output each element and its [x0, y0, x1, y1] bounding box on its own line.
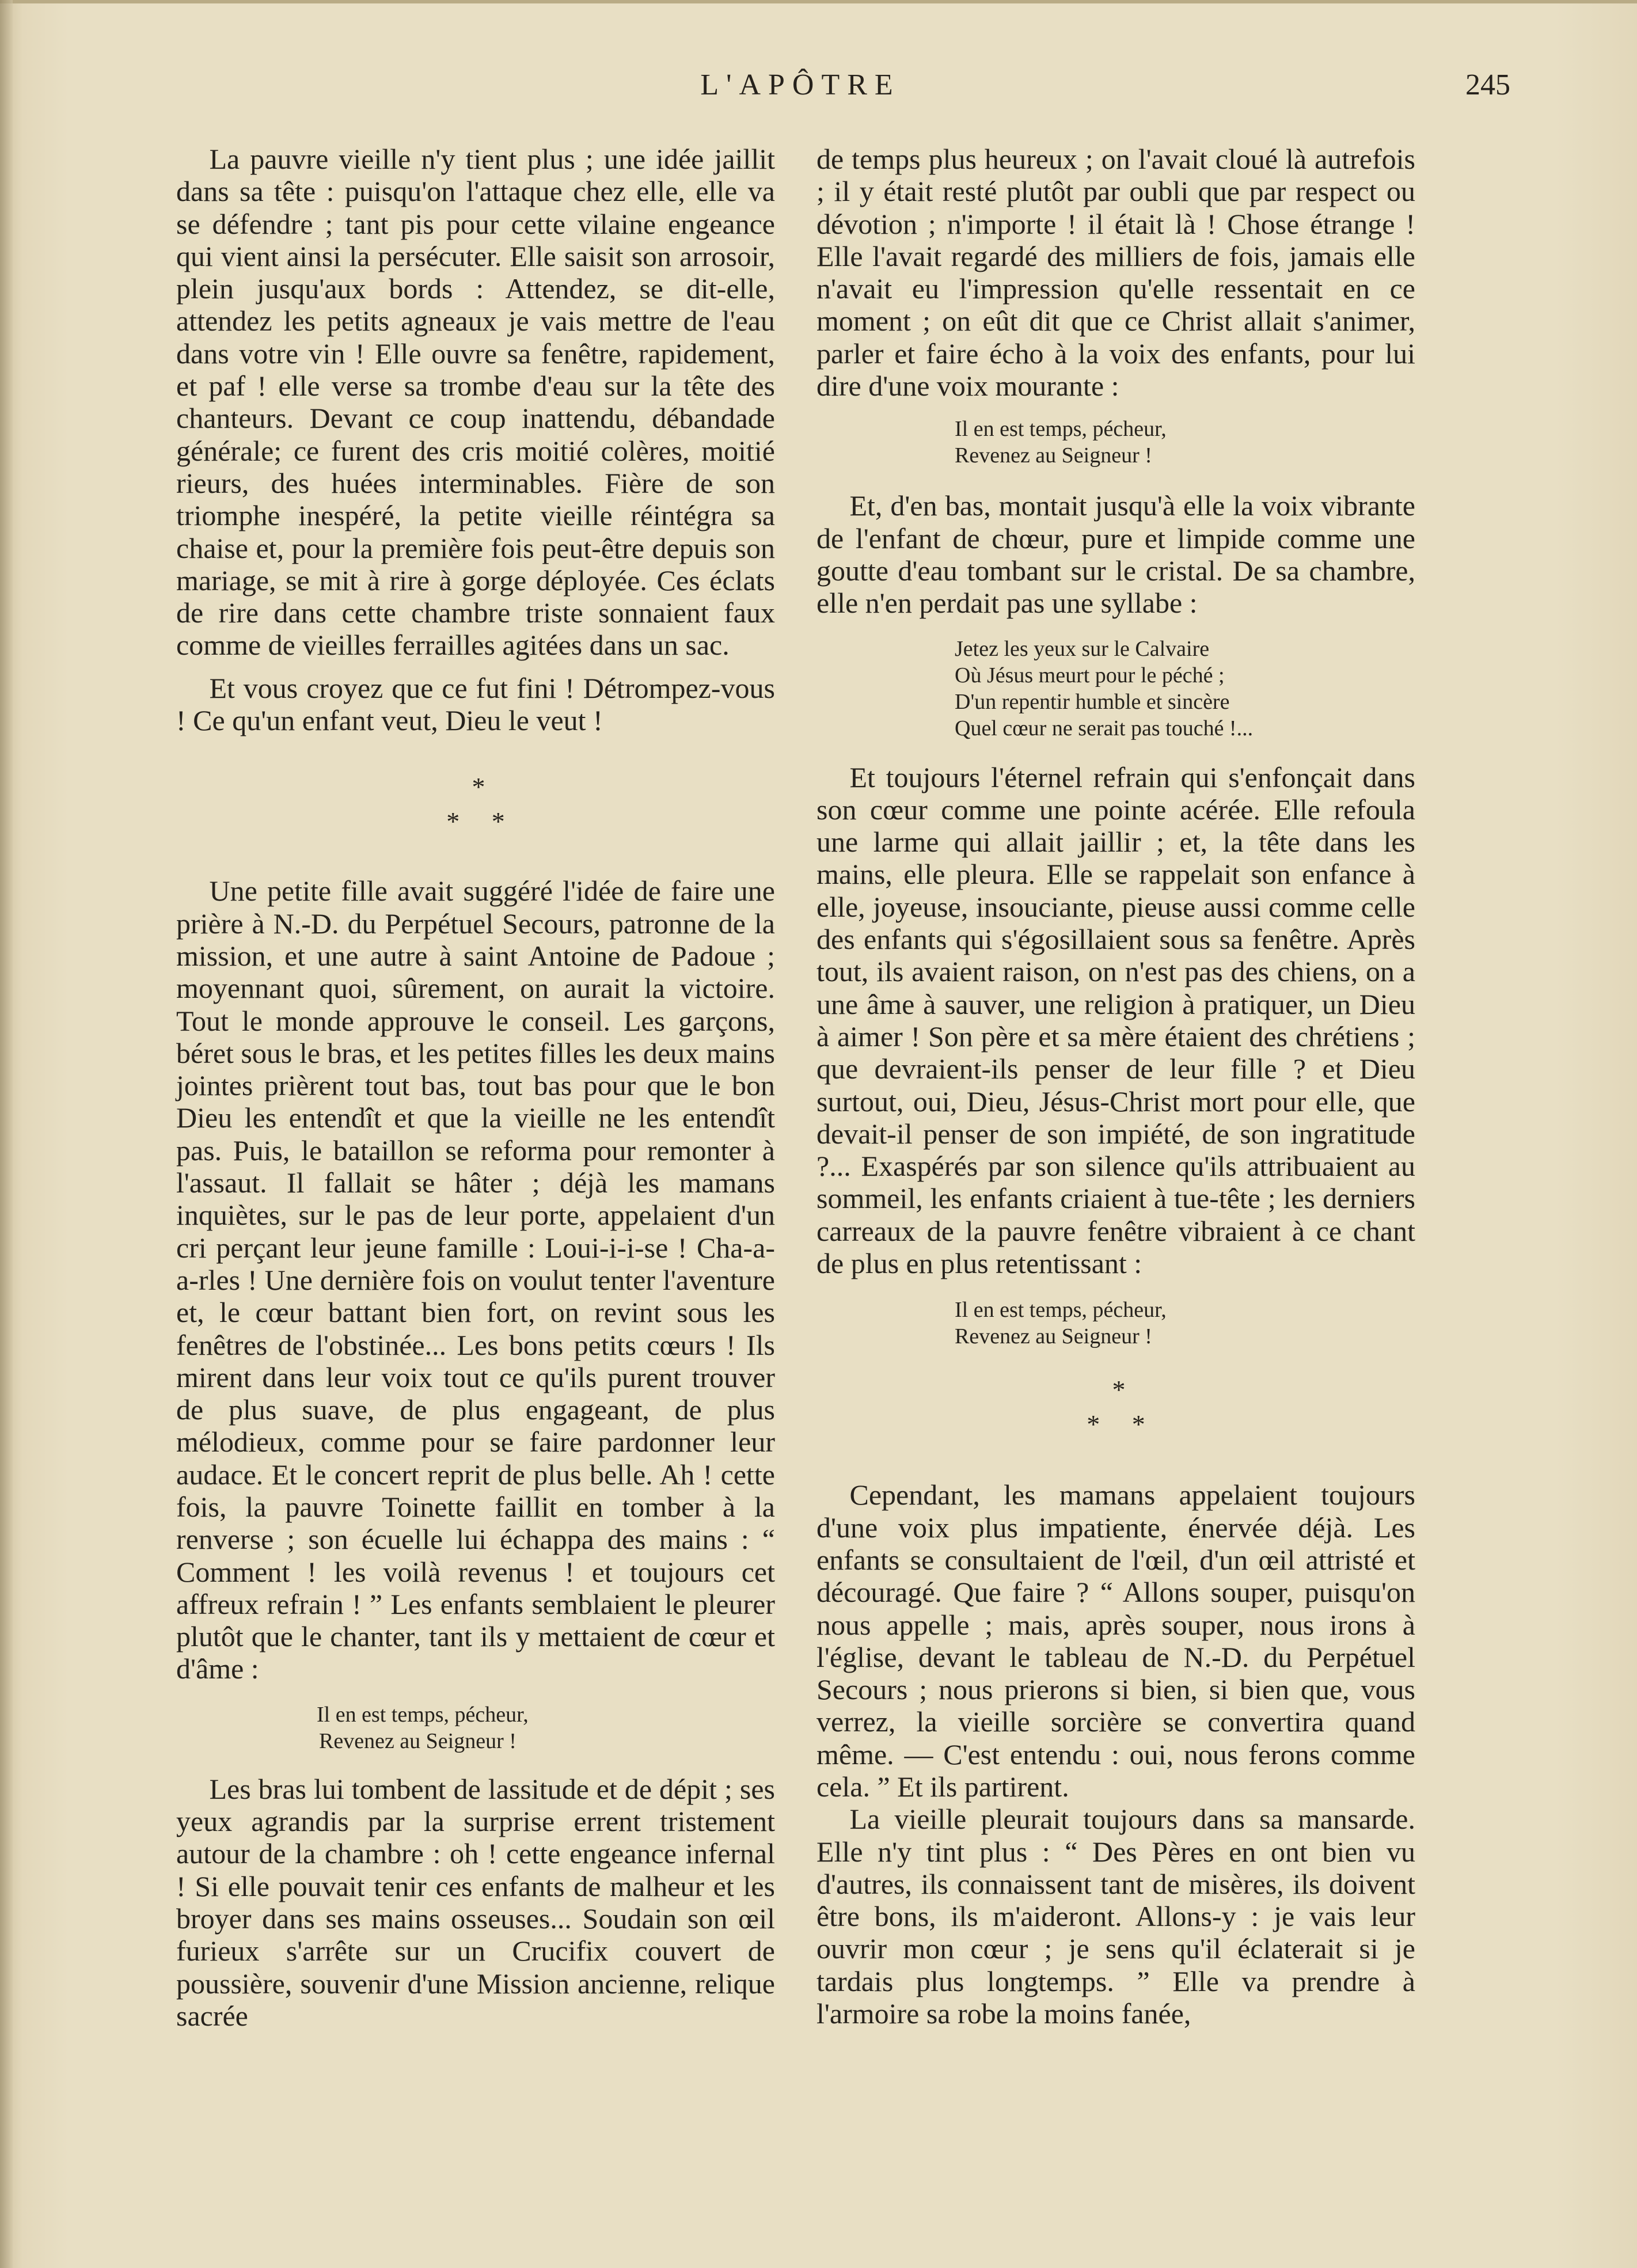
paragraph: Les bras lui tombent de lassitude et de dépit ; ses yeux agrandis par la surprise errent tristement autour de la chambre : oh ! cette engeance infernal ! Si elle pouvait tenir ces enfants de malheur et les broyer dans ses mains osseuses... Soudain son œil furieux s'arrête sur un Crucifix couvert de poussière, souvenir d'une Mission ancienne, relique sacrée — [176, 1772, 775, 2032]
paragraph: Et toujours l'éternel refrain qui s'enfonçait dans son cœur comme une pointe acérée. Elle refoula une larme qui allait jaillir ; et, la tête dans les mains, elle pleura. Elle se rappelait son enfance à elle, joyeuse, insouciante, pieuse aussi comme celle des enfants qui s'égosillaient sous sa fenêtre. Après tout, ils avaient raison, on n'est pas des chiens, on a une âme à sauver, une religion à pratiquer, un Dieu à aimer ! Son père et sa mère étaient des chrétiens ; que devraient-ils penser de leur fille ? et Dieu surtout, oui, Dieu, Jésus-Christ mort pour elle, que devait-il penser de son impiété, de son ingratitude ?... Exaspérés par son silence qu'ils attribuaient au sommeil, les enfants criaient à tue-tête ; les derniers carreaux de la pauvre fenêtre vibraient à ce chant de plus en plus retentissant : — [816, 761, 1415, 1280]
verse-line: Quel cœur ne serait pas touché !... — [955, 716, 1254, 740]
verse-line: Il en est temps, pécheur, — [317, 1702, 529, 1727]
verse — [816, 1297, 1415, 1350]
verse-line: Revenez au Seigneur ! — [319, 1728, 516, 1753]
left-column — [176, 143, 775, 2032]
page-top-edge — [0, 0, 1637, 3]
verse-line: Revenez au Seigneur ! — [955, 443, 1152, 468]
section-break-stars — [176, 770, 775, 839]
paragraph: La pauvre vieille n'y tient plus ; une idée jaillit dans sa tête : puisqu'on l'attaque chez elle, elle va se défendre ; tant pis pour cette vilaine engeance qui vient ainsi la persécuter. Elle saisit son arrosoir, plein jusqu'aux bords : Attendez, se dit-elle, attendez les petits agneaux je vais mettre de l'eau dans votre vin ! Elle ouvre sa fenêtre, rapidement, et paf ! elle verse sa trombe d'eau sur la tête des chanteurs. Devant ce coup inattendu, débandade générale; ce furent des cris moitié colères, moitié rieurs, des huées interminables. Fière de son triomphe inespéré, la petite vieille réintégra sa chaise et, pour la première fois peut-être depuis son mariage, se mit à rire à gorge déployée. Ces éclats de rire dans cette chambre triste sonnaient faux comme de vieilles ferrailles agitées dans un sac. — [176, 143, 775, 662]
verse-line: Il en est temps, pécheur, — [955, 417, 1167, 442]
verse-line: Revenez au Seigneur ! — [955, 1324, 1152, 1349]
verse — [816, 636, 1415, 742]
star-line: * — [1112, 1375, 1126, 1405]
star-line: * — [472, 772, 485, 802]
verse-line: Jetez les yeux sur le Calvaire — [955, 636, 1210, 661]
right-column — [816, 143, 1415, 2030]
paragraph: La vieille pleurait toujours dans sa mansarde. Elle n'y tint plus : “ Des Pères en ont bien vu d'autres, ils connaissent tant de misères, ils doivent être bons, ils m'aideront. Allons-y : je vais leur ouvrir mon cœur ; je sens qu'il éclaterait si je tardais plus longtemps. ” Elle va prendre à l'armoire sa robe la moins fanée, — [816, 1803, 1415, 2030]
verse-line: Il en est temps, pécheur, — [955, 1298, 1167, 1323]
section-break-stars — [816, 1373, 1415, 1442]
paragraph: Cependant, les mamans appelaient toujours d'une voix plus impatiente, énervée déjà. Les enfants se consultaient de l'œil, d'un œil attristé et découragé. Que faire ? “ Allons souper, puisqu'on nous appelle ; mais, après souper, nous irons à l'église, devant le tableau de N.-D. du Perpétuel Secours ; nous prierons si bien, si bien que, vous verrez, la vieille sorcière se convertira quand même. — C'est entendu : oui, nous ferons comme cela. ” Et ils partirent. — [816, 1479, 1415, 1803]
verse — [176, 1701, 775, 1754]
paragraph: Et, d'en bas, montait jusqu'à elle la voix vibrante de l'enfant de chœur, pure et limpide comme une goutte d'eau tombant sur le cristal. De sa chambre, elle n'en perdait pas une syllabe : — [816, 489, 1415, 620]
verse — [816, 416, 1415, 469]
paragraph: de temps plus heureux ; on l'avait cloué là autrefois ; il y était resté plutôt par oubli que par respect ou dévotion ; n'importe ! il était là ! Chose étrange ! Elle l'avait regardé des milliers de fois, jamais elle n'avait eu l'impression qu'elle ressentait en ce moment ; on eût dit que ce Christ allait s'animer, parler et faire écho à la voix des enfants, pour lui dire d'une voix mourante : — [816, 143, 1415, 402]
verse-line: D'un repentir humble et sincère — [955, 689, 1230, 714]
star-line: * * — [446, 807, 518, 837]
running-title: L'APÔTRE — [700, 69, 901, 101]
paragraph: Et vous croyez que ce fut fini ! Détrompez-vous ! Ce qu'un enfant veut, Dieu le veut ! — [176, 671, 775, 737]
verse-line: Où Jésus meurt pour le péché ; — [955, 663, 1225, 687]
paragraph: Une petite fille avait suggéré l'idée de faire une prière à N.-D. du Perpétuel Secours, patronne de la mission, et une autre à saint Antoine de Padoue ; moyennant quoi, sûrement, on aurait la victoire. Tout le monde approuve le conseil. Les garçons, béret sous le bras, et les petites filles les deux mains jointes prièrent tout bas, tout bas pour que le bon Dieu les entendît et que la vieille ne les entendît pas. Puis, le bataillon se reforma pour remonter à l'assaut. Il fallait se hâter ; déjà les mamans inquiètes, sur le pas de leur porte, appelaient d'un cri perçant leur jeune famille : Loui-i-i-se ! Cha-a-a-rles ! Une dernière fois on voulut tenter l'aventure et, le cœur battant bien fort, on revint sous les fenêtres de l'obstinée... Les bons petits cœurs ! Ils mirent dans leur voix tout ce qu'ils purent trouver de plus suave, de plus engageant, de plus mélodieux, comme pour se faire pardonner leur audace. Et le concert reprit de plus belle. Ah ! cette fois, la pauvre Toinette faillit en tomber à la renverse ; son écuelle lui échappa des mains : “ Comment ! les voilà revenus ! et toujours cet affreux refrain ! ” Les enfants semblaient le pleurer plutôt que le chanter, tant ils y mettaient de cœur et d'âme : — [176, 875, 776, 1685]
star-line: * * — [1087, 1410, 1158, 1439]
page-number: 245 — [1465, 69, 1510, 101]
running-header — [0, 68, 1637, 108]
binding-shadow — [0, 0, 13, 2268]
